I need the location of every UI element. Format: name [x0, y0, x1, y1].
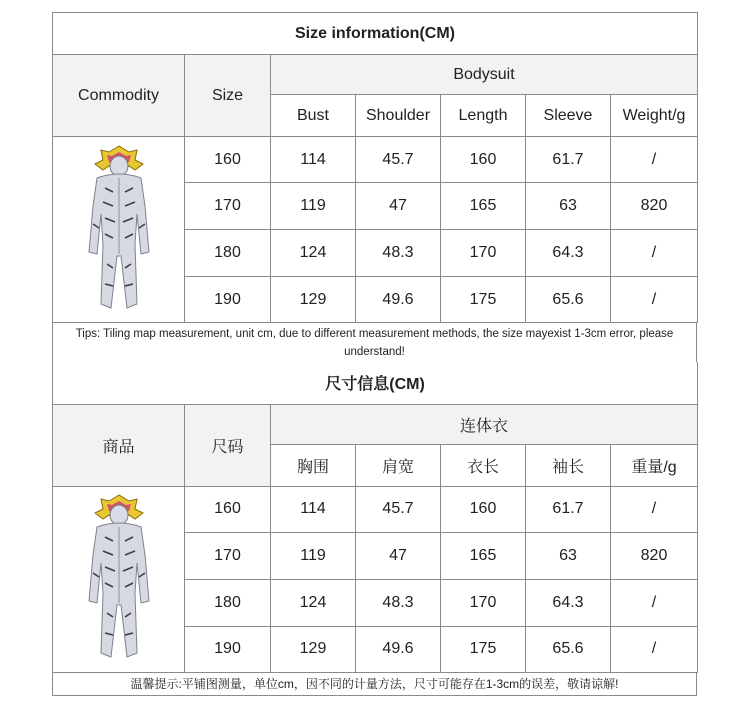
value-cell: 170 [441, 230, 526, 277]
value-cell: 61.7 [526, 137, 611, 183]
value-cell: 61.7 [526, 486, 611, 532]
size-cell: 180 [185, 230, 271, 277]
bodysuit-header: Bodysuit [271, 55, 698, 95]
product-image [53, 137, 185, 323]
value-cell: / [611, 137, 698, 183]
value-cell: 119 [271, 532, 356, 579]
tips-line-1: Tips: Tiling map measurement, unit cm, due to different measurement methods, the size mayexist 1-3cm error, please [75, 328, 674, 340]
column-header: 胸围 [271, 444, 356, 486]
value-cell: 47 [356, 183, 441, 230]
table-row [53, 486, 698, 532]
column-header: 袖长 [526, 444, 611, 486]
column-header: 衣长 [441, 444, 526, 486]
table-row [53, 137, 698, 183]
value-cell: 45.7 [356, 486, 441, 532]
size-cell: 160 [185, 137, 271, 183]
column-header: Shoulder [356, 95, 441, 137]
value-cell: 49.6 [356, 626, 441, 672]
table-title: 尺寸信息(CM) [53, 362, 698, 404]
value-cell: / [611, 230, 698, 277]
size-cell: 190 [185, 626, 271, 672]
value-cell: 64.3 [526, 579, 611, 626]
value-cell: 129 [271, 277, 356, 323]
value-cell: 165 [441, 183, 526, 230]
value-cell: 65.6 [526, 626, 611, 672]
commodity-header: Commodity [53, 55, 185, 137]
size-cell: 170 [185, 183, 271, 230]
value-cell: 64.3 [526, 230, 611, 277]
value-cell: 820 [611, 183, 698, 230]
tips-note-zh: 温馨提示:平铺图测量，单位cm，因不同的计量方法，尺寸可能存在1-3cm的误差，敬请谅解! [52, 673, 697, 696]
size-cell: 190 [185, 277, 271, 323]
column-header: Weight/g [611, 95, 698, 137]
table-title: Size information(CM) [53, 13, 698, 55]
value-cell: / [611, 486, 698, 532]
value-cell: 175 [441, 626, 526, 672]
value-cell: 165 [441, 532, 526, 579]
column-header: 肩宽 [356, 444, 441, 486]
value-cell: / [611, 579, 698, 626]
value-cell: 49.6 [356, 277, 441, 323]
value-cell: 114 [271, 137, 356, 183]
column-header: Bust [271, 95, 356, 137]
value-cell: 119 [271, 183, 356, 230]
value-cell: 124 [271, 579, 356, 626]
column-header: 重量/g [611, 444, 698, 486]
value-cell: 48.3 [356, 579, 441, 626]
value-cell: 175 [441, 277, 526, 323]
value-cell: / [611, 277, 698, 323]
column-header: Sleeve [526, 95, 611, 137]
value-cell: 160 [441, 137, 526, 183]
size-cell: 170 [185, 532, 271, 579]
value-cell: 820 [611, 532, 698, 579]
value-cell: 45.7 [356, 137, 441, 183]
value-cell: 63 [526, 532, 611, 579]
commodity-header: 商品 [53, 404, 185, 486]
column-header: Length [441, 95, 526, 137]
size-header: 尺码 [185, 404, 271, 486]
value-cell: 48.3 [356, 230, 441, 277]
costume-illustration [79, 144, 159, 316]
value-cell: 129 [271, 626, 356, 672]
size-cell: 160 [185, 486, 271, 532]
tips-line-2: understand! [344, 346, 405, 358]
value-cell: 65.6 [526, 277, 611, 323]
value-cell: 63 [526, 183, 611, 230]
size-table-en [52, 12, 698, 323]
size-cell: 180 [185, 579, 271, 626]
size-info-zh [52, 362, 697, 696]
size-header: Size [185, 55, 271, 137]
product-image [53, 486, 185, 672]
size-table-zh [52, 362, 698, 673]
value-cell: / [611, 626, 698, 672]
value-cell: 160 [441, 486, 526, 532]
bodysuit-header: 连体衣 [271, 404, 698, 444]
size-info-en [52, 12, 697, 364]
value-cell: 170 [441, 579, 526, 626]
costume-illustration [79, 493, 159, 665]
tips-note-en [52, 323, 697, 364]
value-cell: 114 [271, 486, 356, 532]
value-cell: 47 [356, 532, 441, 579]
value-cell: 124 [271, 230, 356, 277]
